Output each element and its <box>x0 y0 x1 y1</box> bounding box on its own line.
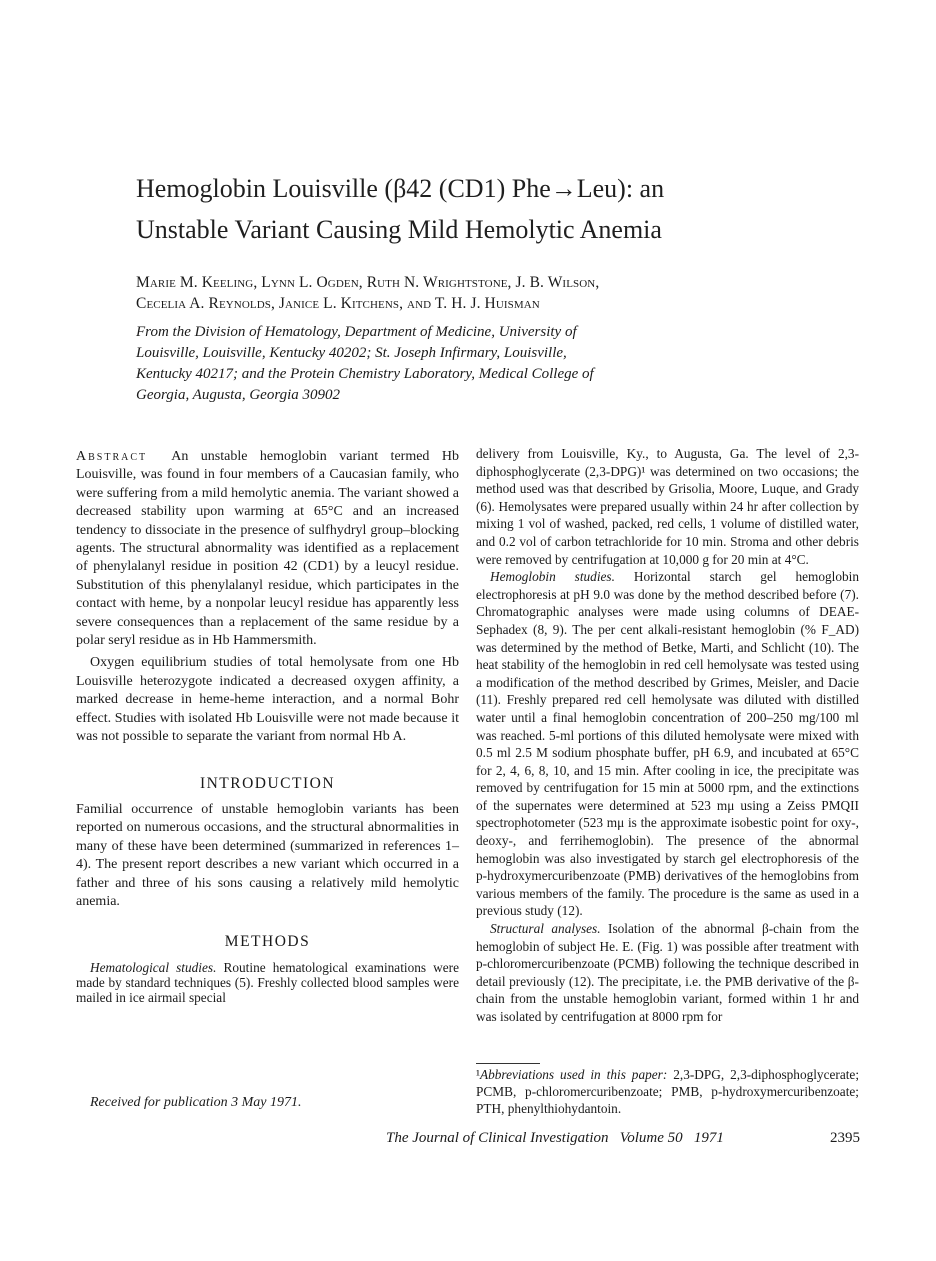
abstract-paragraph-1 <box>76 448 459 650</box>
right-column <box>476 445 859 1026</box>
title-line-2: Unstable Variant Causing Mild Hemolytic Anemia <box>136 215 662 244</box>
methods-heading: METHODS <box>224 933 311 951</box>
footnote-text: 2,3-DPG, 2,3-diphosphoglycerate; PCMB, p-chloromercuribenzoate; PMB, p-hydroxymercuribenzoate; PTH, phenylthiohydantoin. <box>476 1067 860 1117</box>
affiliation-line-1: From the Division of Hematology, Department of Medicine, University of <box>136 324 577 340</box>
hemoglobin-studies-subhead: Hemoglobin studies. <box>490 569 615 585</box>
introduction-heading: INTRODUCTION <box>199 774 336 792</box>
hemoglobin-studies-text: Horizontal starch gel hemoglobin electrophoresis at pH 9.0 was done by the method described before (7). Chromatographic analyses were made using columns of DEAE-Sephadex (8, 9). The per cent alkali-resistant hemoglobin (% F_AD) was determined by the method of Betke, Marti, and Schlicht (10). The heat stability of the hemoglobin in red cell hemolysate was tested using a modification of the method described by Grimes, Meisler, and Dacie (11). Freshly prepared red cell hemolysate was diluted with distilled water until a final hemoglobin concentration of 200–250 mg/100 ml was reached. 5-ml portions of this diluted hemolysate were mixed with 0.5 ml 2.5 M sodium phosphate buffer, pH 6.9, and incubated at 65°C for 2, 4, 6, 8, 10, and 15 min. After cooling in ice, the precipitate was removed by centrifugation for 15 min at 5000 rpm, and the extinctions of the supernates were determined at 523 mμ using a Zeiss PMQII spectrophotometer (523 mμ is the approximate isobestic point for oxy-, deoxy-, and ferrihemoglobin). The presence of the abnormal hemoglobin was also investigated by starch gel electrophoresis of the p-hydroxymercuribenzoate (PMB) derivatives of the hemoglobins from various members of the family. The procedure is the same as used in a previous study (12). <box>476 569 859 919</box>
author-list <box>136 272 836 314</box>
introduction-paragraph: Familial occurrence of unstable hemoglobin variants has been reported on numerous occasions, and the structural abnormalities in many of these have been determined (summarized in references 1–4). The present report describes a new variant which occurred in a father and three of his sons causing a relatively mild hemolytic anemia. <box>76 801 459 909</box>
methods-subhead: Hematological studies. <box>90 959 217 975</box>
left-column <box>76 448 459 1005</box>
journal-year: 1971 <box>693 1130 724 1146</box>
title-line-1: Hemoglobin Louisville (β42 (CD1) Phe→Leu): an <box>136 174 665 203</box>
article-title <box>136 168 836 250</box>
hemoglobin-studies-paragraph <box>476 568 859 920</box>
right-paragraph-1: delivery from Louisville, Ky., to Augusta, Ga. The level of 2,3-diphosphoglycerate (2,3-DPG)¹ was determined on two occasions; the method used was that described by Grisolia, Moore, Luque, and Grady (6). Hemolysates were prepared usually within 24 hr after collection by mixing 1 vol of washed, packed, red cells, 1 volume of distilled water, and 0.2 vol of carbon tetrachloride for 10 min. Stroma and other debris were removed by centrifugation at 10,000 g for 20 min at 4°C. <box>476 446 859 567</box>
affiliation-line-2: Louisville, Louisville, Kentucky 40202; St. Joseph Infirmary, Louisville, <box>136 345 567 361</box>
footnote-label: Abbreviations used in this paper: <box>480 1067 668 1082</box>
authors-line-1: Marie M. Keeling, Lynn L. Ogden, Ruth N. Wrightstone, J. B. Wilson, <box>136 274 600 291</box>
structural-analyses-text: Isolation of the abnormal β-chain from the hemoglobin of subject He. E. (Fig. 1) was possible after treatment with p-chloromercuribenzoate (PCMB) following the technique described in detail previously (12). The precipitate, i.e. the PMB derivative of the β-chain from the unstable hemoglobin variant, formed within 1 hr and was isolated by centrifugation at 8000 rpm for <box>476 921 860 1024</box>
affiliation-line-3: Kentucky 40217; and the Protein Chemistry Laboratory, Medical College of <box>136 366 594 382</box>
abstract-text-1: An unstable hemoglobin variant termed Hb Louisville, was found in four members of a Caucasian family, who were suffering from a mild hemolytic anemia. The variant showed a decreased stability upon warming at 65°C and an increased tendency to dissociate in the presence of sulfhydryl group–blocking agents. The structural abnormality was identified as a replacement of phenylalanyl residue in position 42 (CD1) by a leucyl residue. Substitution of this phenylalanyl residue, which participates in the contact with heme, by a nonpolar leucyl residue has apparently less severe consequences than a replacement of the same residue by a polar seryl residue as in Hb Hammersmith. <box>76 449 459 649</box>
page-number: 2395 <box>830 1130 860 1146</box>
structural-analyses-paragraph <box>476 920 859 1026</box>
authors-line-2: Cecelia A. Reynolds, Janice L. Kitchens, and T. H. J. Huisman <box>136 295 540 312</box>
affiliation-line-4: Georgia, Augusta, Georgia 30902 <box>136 387 341 403</box>
methods-paragraph <box>76 960 459 1006</box>
methods-text: Routine hematological examinations were made by standard techniques (5). Freshly collected blood samples were mailed in ice airmail special <box>76 959 459 1006</box>
footnote-rule <box>476 1063 540 1064</box>
received-date: Received for publication 3 May 1971. <box>90 1095 302 1110</box>
footnote <box>476 1066 859 1118</box>
abstract-label: Abstract <box>76 449 148 464</box>
page-footer <box>386 1130 860 1147</box>
structural-analyses-subhead: Structural analyses. <box>490 921 601 937</box>
affiliation <box>136 322 696 406</box>
abstract-paragraph-2: Oxygen equilibrium studies of total hemolysate from one Hb Louisville heterozygote indicated a decreased oxygen affinity, a marked decrease in heme-heme interaction, and a normal Bohr effect. Studies with isolated Hb Louisville were not made because it was not possible to separate the variant from normal Hb A. <box>76 655 459 745</box>
footnote-marker: ¹ <box>476 1067 480 1082</box>
journal-volume: Volume 50 <box>619 1130 683 1146</box>
journal-name: The Journal of Clinical Investigation <box>386 1130 609 1146</box>
